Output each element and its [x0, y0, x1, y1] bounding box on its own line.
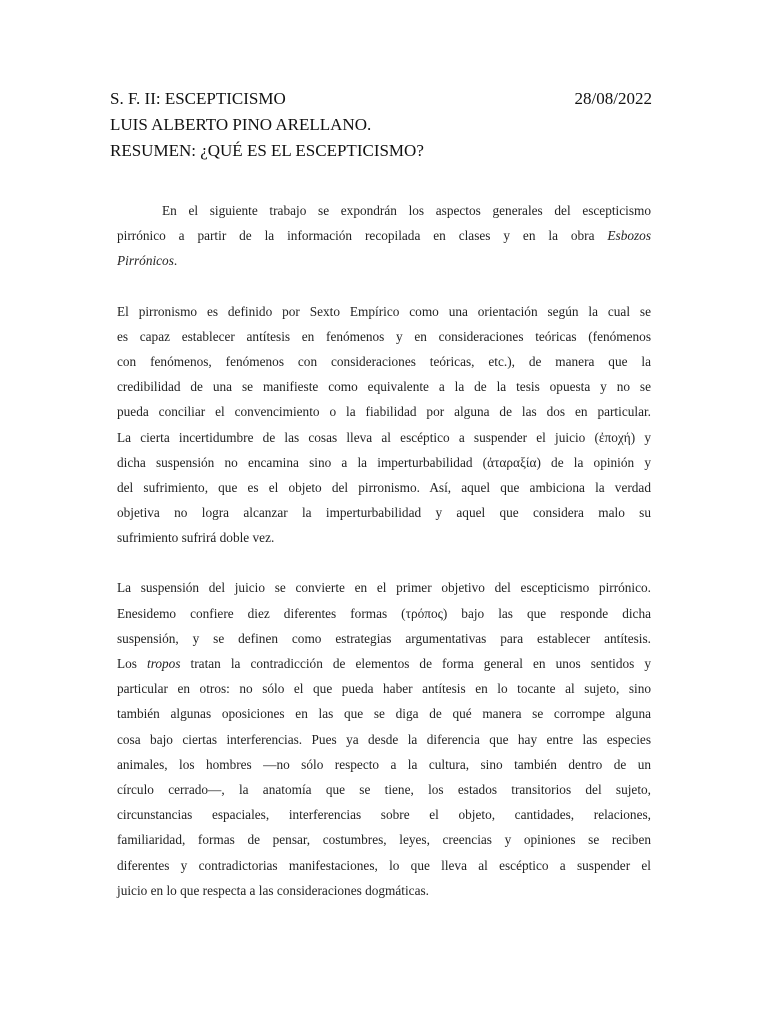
paragraph-line: círculo cerrado—, la anatomía que se tiene, los estados transitorios del sujeto, — [117, 781, 651, 797]
paragraph-line: animales, los hombres —no sólo respecto a la cultura, sino también dentro de un — [117, 756, 651, 772]
paragraph-line: credibilidad de una se manifieste como equivalente a la de la tesis opuesta y no se — [117, 379, 651, 395]
paragraph-line: con fenómenos, fenómenos con consideraciones teóricas, etc.), de manera que la — [117, 353, 651, 369]
paragraph-line: La suspensión del juicio se convierte en el primer objetivo del escepticismo pirrónico. — [117, 580, 651, 596]
document-body — [117, 198, 651, 928]
paragraph-intro — [117, 198, 651, 274]
paragraph-line: dicha suspensión no encamina sino a la imperturbabilidad (ἀταραξία) de la opinión y — [117, 454, 651, 470]
work-title-italic: Pirrónicos — [117, 253, 174, 269]
line-text: tratan la contradicción de elementos de forma general en unos sentidos y — [180, 656, 651, 671]
author-name: LUIS ALBERTO PINO ARELLANO. — [110, 115, 372, 134]
paragraph-line: circunstancias espaciales, interferencias sobre el objeto, cantidades, relaciones, — [117, 807, 651, 823]
paragraph-line: diferentes y contradictorias manifestaciones, lo que lleva al escéptico a suspender el — [117, 857, 651, 873]
document-header — [110, 86, 652, 164]
paragraph-line: Enesidemo confiere diez diferentes formas (τρόπος) bajo las que responde dicha — [117, 605, 651, 621]
paragraph-pirronismo — [117, 299, 651, 551]
paragraph-line: juicio en lo que respecta a las consideraciones dogmáticas. — [117, 882, 429, 898]
summary-title: RESUMEN: ¿QUÉ ES EL ESCEPTICISMO? — [110, 141, 424, 160]
paragraph-line: suspensión, y se definen como estrategias argumentativas para establecer antítesis. — [117, 630, 651, 646]
header-course-row — [110, 86, 652, 112]
paragraph-line: también algunas oposiciones en las que se diga de qué manera se corrompe alguna — [117, 706, 651, 722]
header-summary-row — [110, 138, 652, 164]
line-text: . — [173, 253, 178, 269]
paragraph-line: El pirronismo es definido por Sexto Empírico como una orientación según la cual se — [117, 303, 651, 319]
document-date: 28/08/2022 — [574, 89, 652, 108]
paragraph-suspension — [117, 575, 651, 902]
paragraph-line: sufrimiento sufrirá doble vez. — [117, 530, 275, 546]
paragraph-line: cosa bajo ciertas interferencias. Pues ya desde la diferencia que hay entre las especies — [117, 731, 651, 747]
line-text: Los — [117, 656, 147, 671]
paragraph-line: La cierta incertidumbre de las cosas lleva al escéptico a suspender el juicio (ἐποχή) y — [117, 429, 651, 445]
line-text: pirrónico a partir de la información recopilada en clases y en la obra — [117, 228, 608, 244]
paragraph-line: es capaz establecer antítesis en fenómenos y en consideraciones teóricas (fenómenos — [117, 328, 651, 344]
work-title-italic: Esbozos — [607, 228, 651, 244]
paragraph-line — [117, 223, 651, 248]
paragraph-line: del sufrimiento, que es el objeto del pirronismo. Así, aquel que ambiciona la verdad — [117, 479, 651, 495]
course-title: S. F. II: ESCEPTICISMO — [110, 89, 286, 108]
header-author-row — [110, 112, 652, 138]
tropos-italic: tropos — [147, 656, 181, 671]
paragraph-line: particular en otros: no sólo el que pueda haber antítesis en lo tocante al sujeto, sino — [117, 681, 651, 697]
paragraph-line: familiaridad, formas de pensar, costumbres, leyes, creencias y opiniones se reciben — [117, 832, 651, 848]
paragraph-line: pueda conciliar el convencimiento o la fiabilidad por alguna de las dos en particular. — [117, 404, 651, 420]
paragraph-line: En el siguiente trabajo se expondrán los aspectos generales del escepticismo — [162, 203, 651, 218]
paragraph-line: objetiva no logra alcanzar la imperturbabilidad y aquel que considera malo su — [117, 505, 651, 521]
paragraph-line — [117, 248, 651, 273]
paragraph-line — [117, 651, 651, 676]
